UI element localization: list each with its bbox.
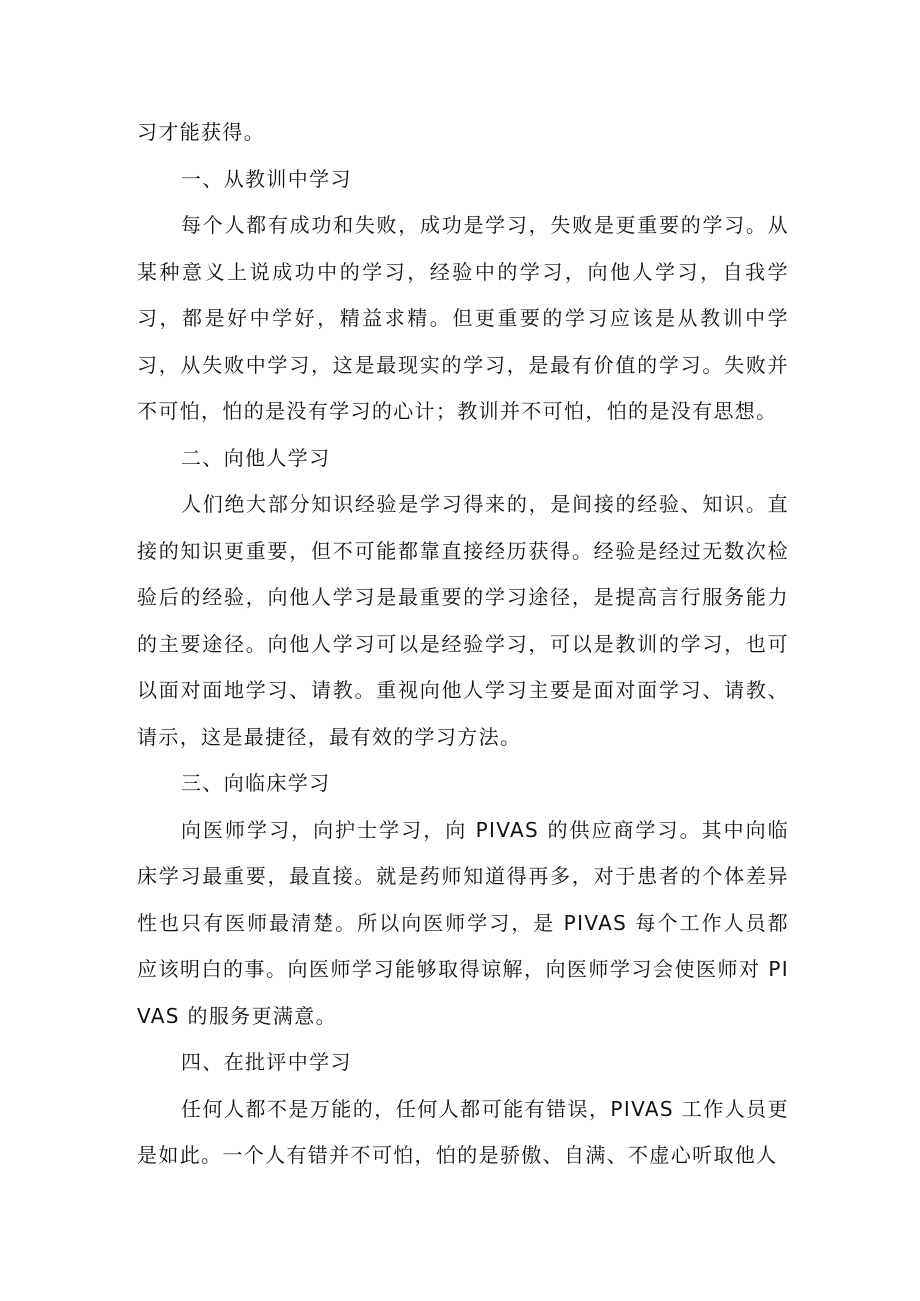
section-heading-1: 一、从教训中学习 xyxy=(181,166,352,191)
section-heading-2: 二、向他人学习 xyxy=(181,445,331,470)
document-body xyxy=(137,109,789,1179)
continuation-text: 习才能获得。 xyxy=(137,120,266,144)
section-paragraph-4: 任何人都不是万能的，任何人都可能有错误，PIVAS 工作人员更是如此。一个人有错并不可怕，怕的是骄傲、自满、不虚心听取他人 xyxy=(137,1096,789,1167)
section-heading-3: 三、向临床学习 xyxy=(181,771,331,795)
section-paragraph-3: 向医师学习，向护士学习，向 PIVAS 的供应商学习。其中向临床学习最重要，最直接。就是药师知道得再多，对于患者的个体差异性也只有医师最清楚。所以向医师学习，是 PIVAS 每个工作人员都应该明白的事。向医师学习能够取得谅解，向医师学习会使医师对 PIVAS 的服务更满意。 xyxy=(137,817,789,1028)
section-heading-4: 四、在批评中学习 xyxy=(181,1050,352,1074)
section-paragraph-1: 每个人都有成功和失败，成功是学习，失败是更重要的学习。从某种意义上说成功中的学习，经验中的学习，向他人学习，自我学习，都是好中学好，精益求精。但更重要的学习应该是从教训中学习，从失败中学习，这是最现实的学习，是最有价值的学习。失败并不可怕，怕的是没有学习的心计；教训并不可怕，怕的是没有思想。 xyxy=(137,213,789,423)
section-paragraph-2: 人们绝大部分知识经验是学习得来的，是间接的经验、知识。直接的知识更重要，但不可能都靠直接经历获得。经验是经过无数次检验后的经验，向他人学习是最重要的学习途径，是提高言行服务能力的主要途径。向他人学习可以是经验学习，可以是教训的学习，也可以面对面地学习、请教。重视向他人学习主要是面对面学习、请教、请示，这是最捷径，最有效的学习方法。 xyxy=(137,492,789,749)
